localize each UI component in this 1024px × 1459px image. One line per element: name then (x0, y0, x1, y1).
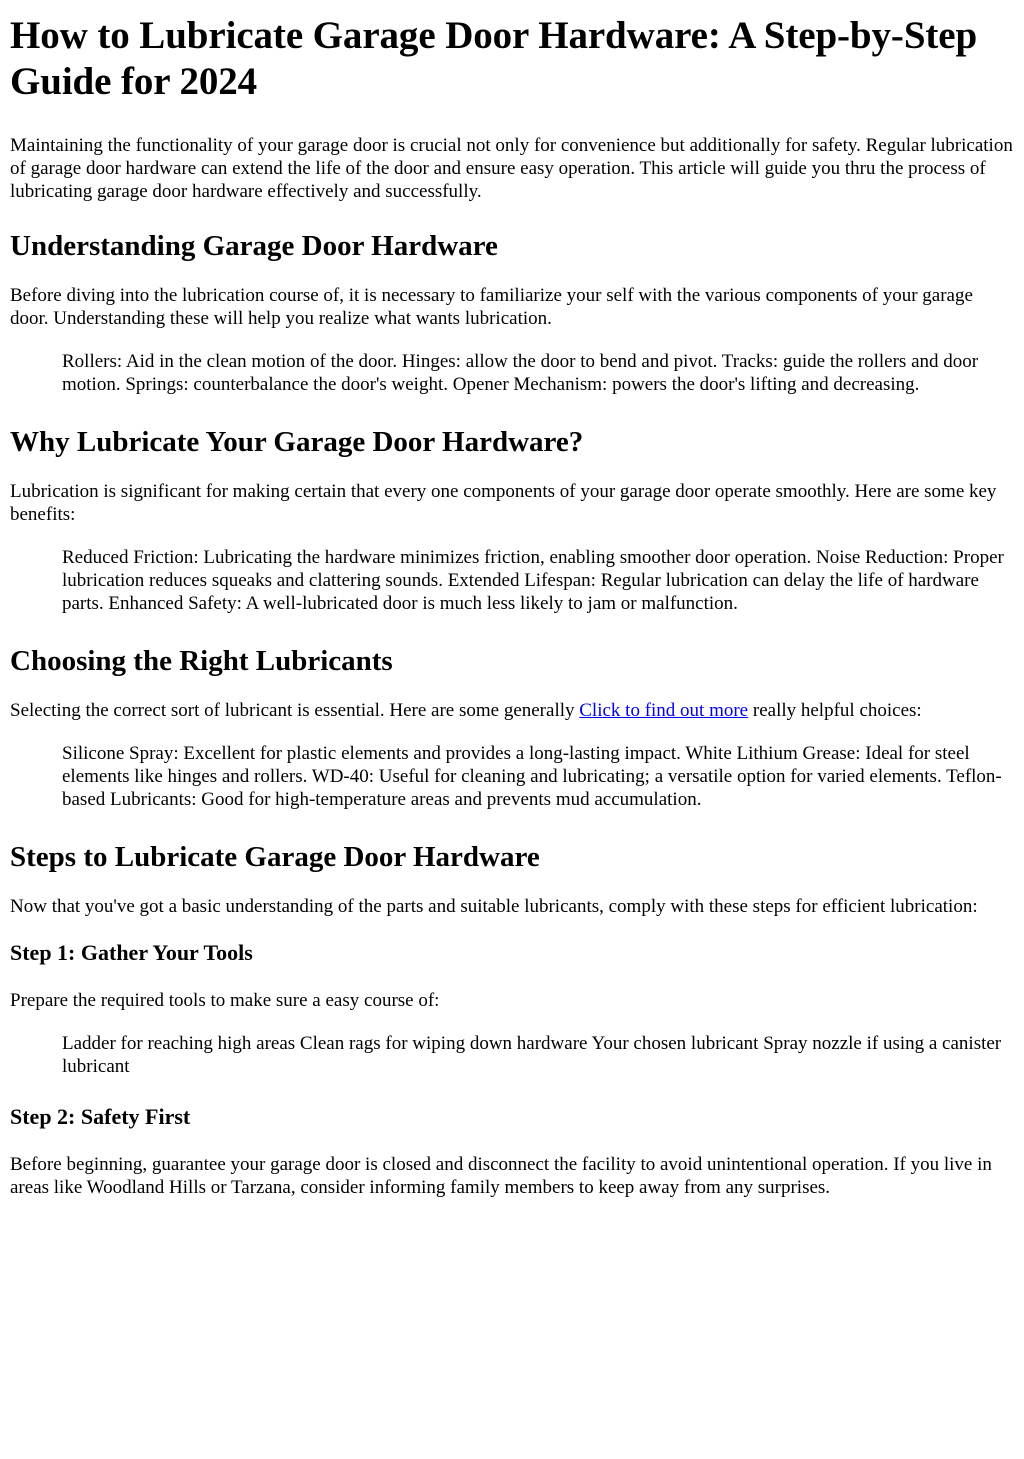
step-1-heading: Step 1: Gather Your Tools (10, 940, 253, 965)
benefits-quote: Reduced Friction: Lubricating the hardware minimizes friction, enabling smoother door operation. Noise Reduction: Proper lubrication reduces squeaks and clattering sounds. Extended Lifespan: Regular lubrication can delay the life of hardware parts. Enhanced Safety: A well-lubricated door is much less likely to jam or malfunction. (62, 547, 1004, 614)
page-title: How to Lubricate Garage Door Hardware: A Step-by-Step Guide for 2024 (10, 14, 978, 103)
intro-paragraph: Maintaining the functionality of your garage door is crucial not only for convenience but additionally for safety. Regular lubrication of garage door hardware can extend the life of the door and ensure easy operation. This article will guide you thru the process of lubricating garage door hardware effectively and successfully. (10, 135, 1013, 202)
section-heading-choosing: Choosing the Right Lubricants (10, 645, 393, 677)
section-heading-understanding: Understanding Garage Door Hardware (10, 230, 498, 262)
step-2-heading: Step 2: Safety First (10, 1104, 191, 1129)
section-heading-why: Why Lubricate Your Garage Door Hardware? (10, 426, 584, 458)
choosing-text-after-link: really helpful choices: (748, 700, 922, 721)
understanding-paragraph: Before diving into the lubrication course of, it is necessary to familiarize your self with the various components of your garage door. Understanding these will help you realize what wants lubrication. (10, 285, 973, 329)
step-2-paragraph: Before beginning, guarantee your garage door is closed and disconnect the facility to avoid unintentional operation. If you live in areas like Woodland Hills or Tarzana, consider informing family members to keep away from any surprises. (10, 1154, 992, 1198)
lubricant-options-quote: Silicone Spray: Excellent for plastic elements and provides a long-lasting impact. White Lithium Grease: Ideal for steel elements like hinges and rollers. WD-40: Useful for cleaning and lubricating; a versatile option for varied elements. Teflon-based Lubricants: Good for high-temperature areas and prevents mud accumulation. (62, 743, 1002, 810)
choosing-text-before-link: Selecting the correct sort of lubricant is essential. Here are some generally (10, 700, 580, 721)
find-out-more-link[interactable]: Click to find out more (579, 700, 749, 721)
tools-quote: Ladder for reaching high areas Clean rags for wiping down hardware Your chosen lubricant Spray nozzle if using a canister lubricant (62, 1033, 1002, 1077)
step-1-paragraph: Prepare the required tools to make sure a easy course of: (10, 990, 440, 1011)
article (0, 13, 1024, 1199)
why-paragraph: Lubrication is significant for making certain that every one components of your garage door operate smoothly. Here are some key benefits: (10, 481, 997, 525)
section-heading-steps: Steps to Lubricate Garage Door Hardware (10, 841, 540, 873)
steps-paragraph: Now that you've got a basic understanding of the parts and suitable lubricants, comply with these steps for efficient lubrication: (10, 896, 978, 917)
hardware-components-quote: Rollers: Aid in the clean motion of the door. Hinges: allow the door to bend and pivot. Tracks: guide the rollers and door motion. Springs: counterbalance the door's weight. Opener Mechanism: powers the door's lifting and decreasing. (62, 351, 979, 395)
choosing-paragraph (10, 699, 1014, 722)
